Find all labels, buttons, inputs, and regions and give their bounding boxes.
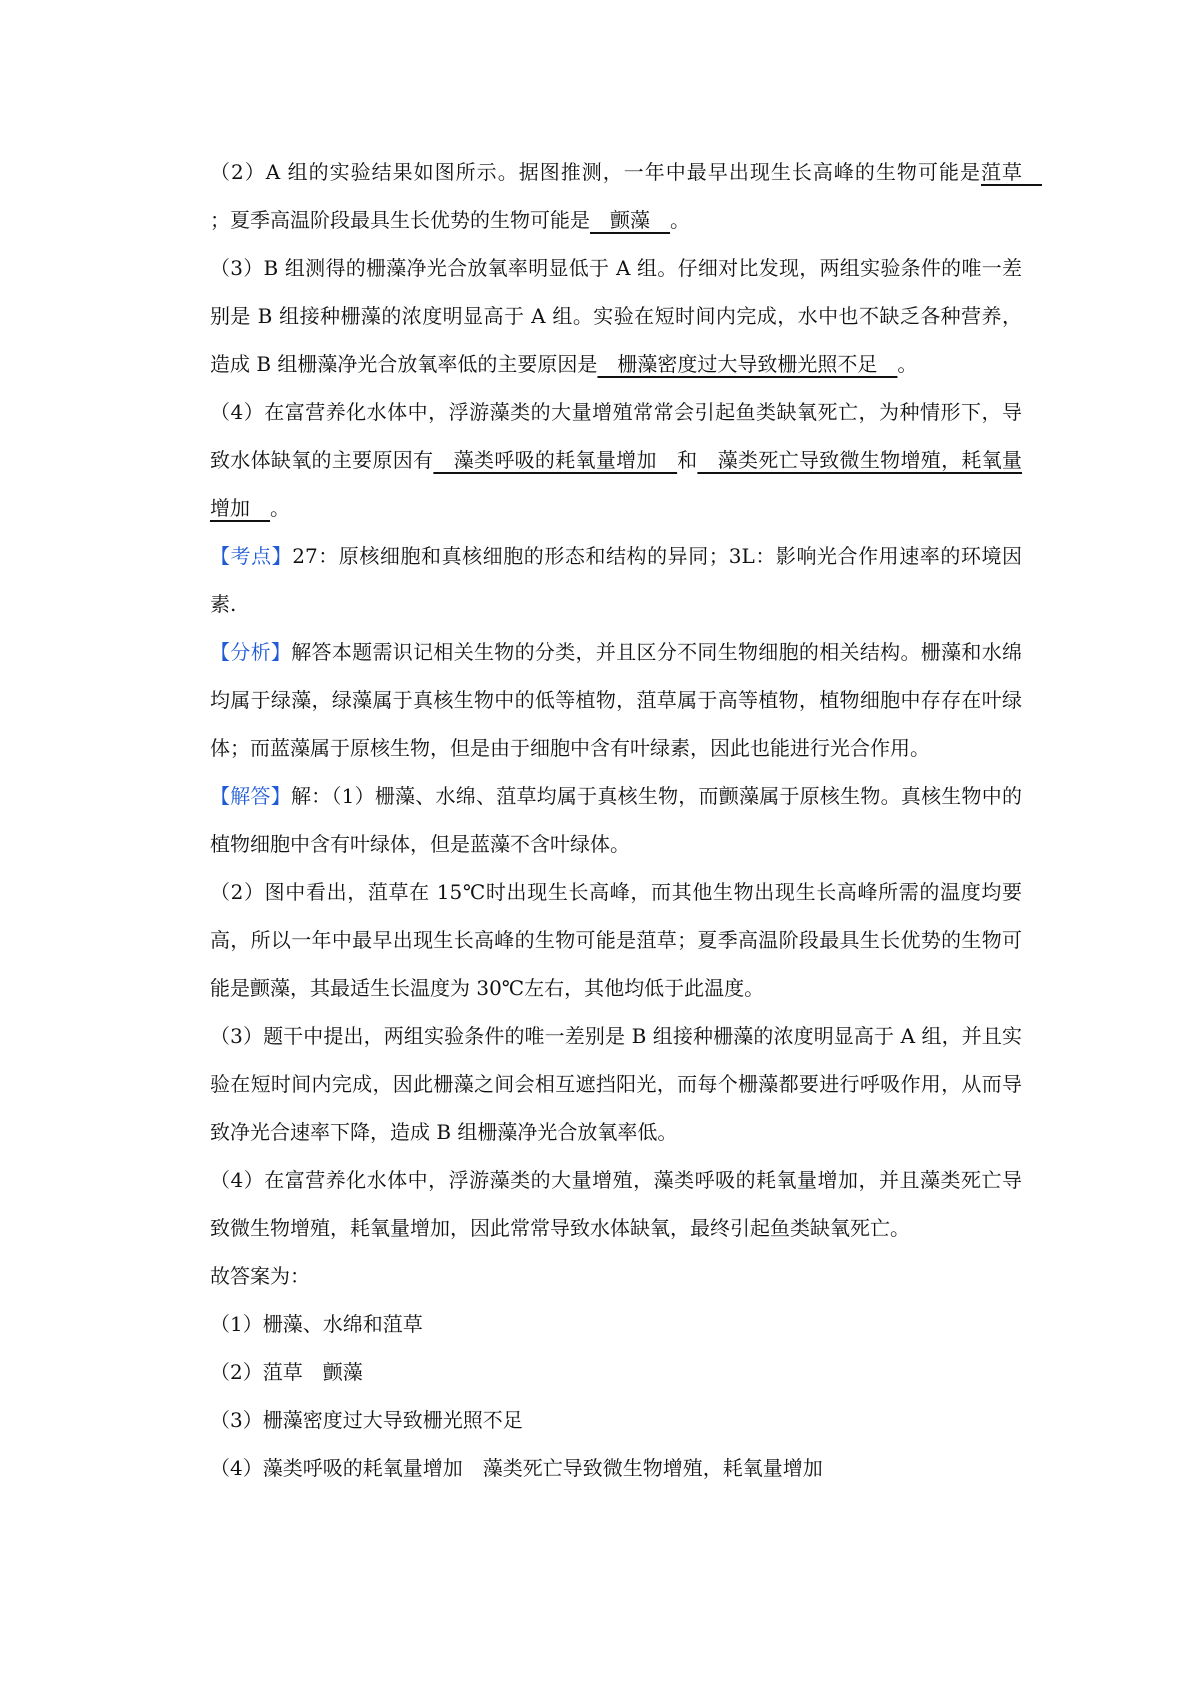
question-2-answer-2: 颤藻 — [590, 208, 670, 232]
fenxi-section — [210, 628, 1022, 772]
question-2-prefix: （2）A 组的实验结果如图所示。据图推测，一年中最早出现生长高峰的生物可能是 — [210, 160, 981, 184]
explanation-4: （4）在富营养化水体中，浮游藻类的大量增殖，藻类呼吸的耗氧量增加，并且藻类死亡导致微生物增殖，耗氧量增加，因此常常导致水体缺氧，最终引起鱼类缺氧死亡。 — [210, 1168, 1022, 1240]
question-4-suffix: 。 — [270, 496, 290, 520]
question-3-suffix: 。 — [897, 352, 918, 376]
explanation-3: （3）题干中提出，两组实验条件的唯一差别是 B 组接种栅藻的浓度明显高于 A 组，并且实验在短时间内完成，因此栅藻之间会相互遮挡阳光，而每个栅藻都要进行呼吸作用，从而导致净光合速率下降，造成 B 组栅藻净光合放氧率低。 — [210, 1024, 1022, 1144]
question-4 — [210, 388, 1022, 532]
explanation-2: （2）图中看出，菹草在 15℃时出现生长高峰，而其他生物出现生长高峰所需的温度均要高，所以一年中最早出现生长高峰的生物可能是菹草；夏季高温阶段最具生长优势的生物可能是颤藻，其最适生长温度为 30℃左右，其他均低于此温度。 — [210, 880, 1022, 1000]
question-3-answer: 栅藻密度过大导致栅光照不足 — [597, 352, 898, 376]
question-3 — [210, 244, 1022, 388]
final-answer-3: （3）栅藻密度过大导致栅光照不足 — [210, 1408, 523, 1432]
question-2 — [210, 148, 1042, 244]
jieda-section — [210, 772, 1022, 868]
kaodian-text: 27：原核细胞和真核细胞的形态和结构的异同；3L：影响光合作用速率的环境因素. — [210, 544, 1023, 616]
kaodian-tag: 【考点】 — [210, 544, 293, 568]
question-4-answer-1: 藻类呼吸的耗氧量增加 — [433, 448, 678, 472]
final-answer-1: （1）栅藻、水绵和菹草 — [210, 1312, 423, 1336]
fenxi-tag: 【分析】 — [210, 640, 292, 664]
question-3-prefix: （3）B 组测得的栅藻净光合放氧率明显低于 A 组。仔细对比发现，两组实验条件的唯一差别是 B 组接种栅藻的浓度明显高于 A 组。实验在短时间内完成，水中也不缺乏各种营养，造成 B 组栅藻净光合放氧率低的主要原因是 — [210, 256, 1022, 376]
kaodian-section — [210, 532, 1022, 628]
jieda-tag: 【解答】 — [210, 784, 291, 808]
document-body — [210, 148, 1042, 1492]
question-4-prefix: （4）在富营养化水体中，浮游藻类的大量增殖常常会引起鱼类缺氧死亡，为种情形下，导致水体缺氧的主要原因有 — [210, 400, 1022, 472]
question-2-answer-1: 菹草 — [980, 160, 1042, 184]
question-2-mid: ；夏季高温阶段最具生长优势的生物可能是 — [210, 208, 590, 232]
question-2-suffix: 。 — [670, 208, 690, 232]
fenxi-text: 解答本题需识记相关生物的分类，并且区分不同生物细胞的相关结构。栅藻和水绵均属于绿藻，绿藻属于真核生物中的低等植物，菹草属于高等植物，植物细胞中存存在叶绿体；而蓝藻属于原核生物，但是由于细胞中含有叶绿素，因此也能进行光合作用。 — [210, 640, 1023, 760]
jieda-text: 解：（1）栅藻、水绵、菹草均属于真核生物，而颤藻属于原核生物。真核生物中的植物细胞中含有叶绿体，但是蓝藻不含叶绿体。 — [210, 784, 1023, 856]
final-answer-4: （4）藻类呼吸的耗氧量增加 藻类死亡导致微生物增殖，耗氧量增加 — [210, 1456, 823, 1480]
final-answer-intro: 故答案为： — [210, 1264, 310, 1288]
question-4-answer-2: 藻类死亡导致微生物增殖，耗氧量增加 — [210, 448, 1023, 520]
question-4-mid: 和 — [677, 448, 698, 472]
final-answer-2: （2）菹草 颤藻 — [210, 1360, 363, 1384]
